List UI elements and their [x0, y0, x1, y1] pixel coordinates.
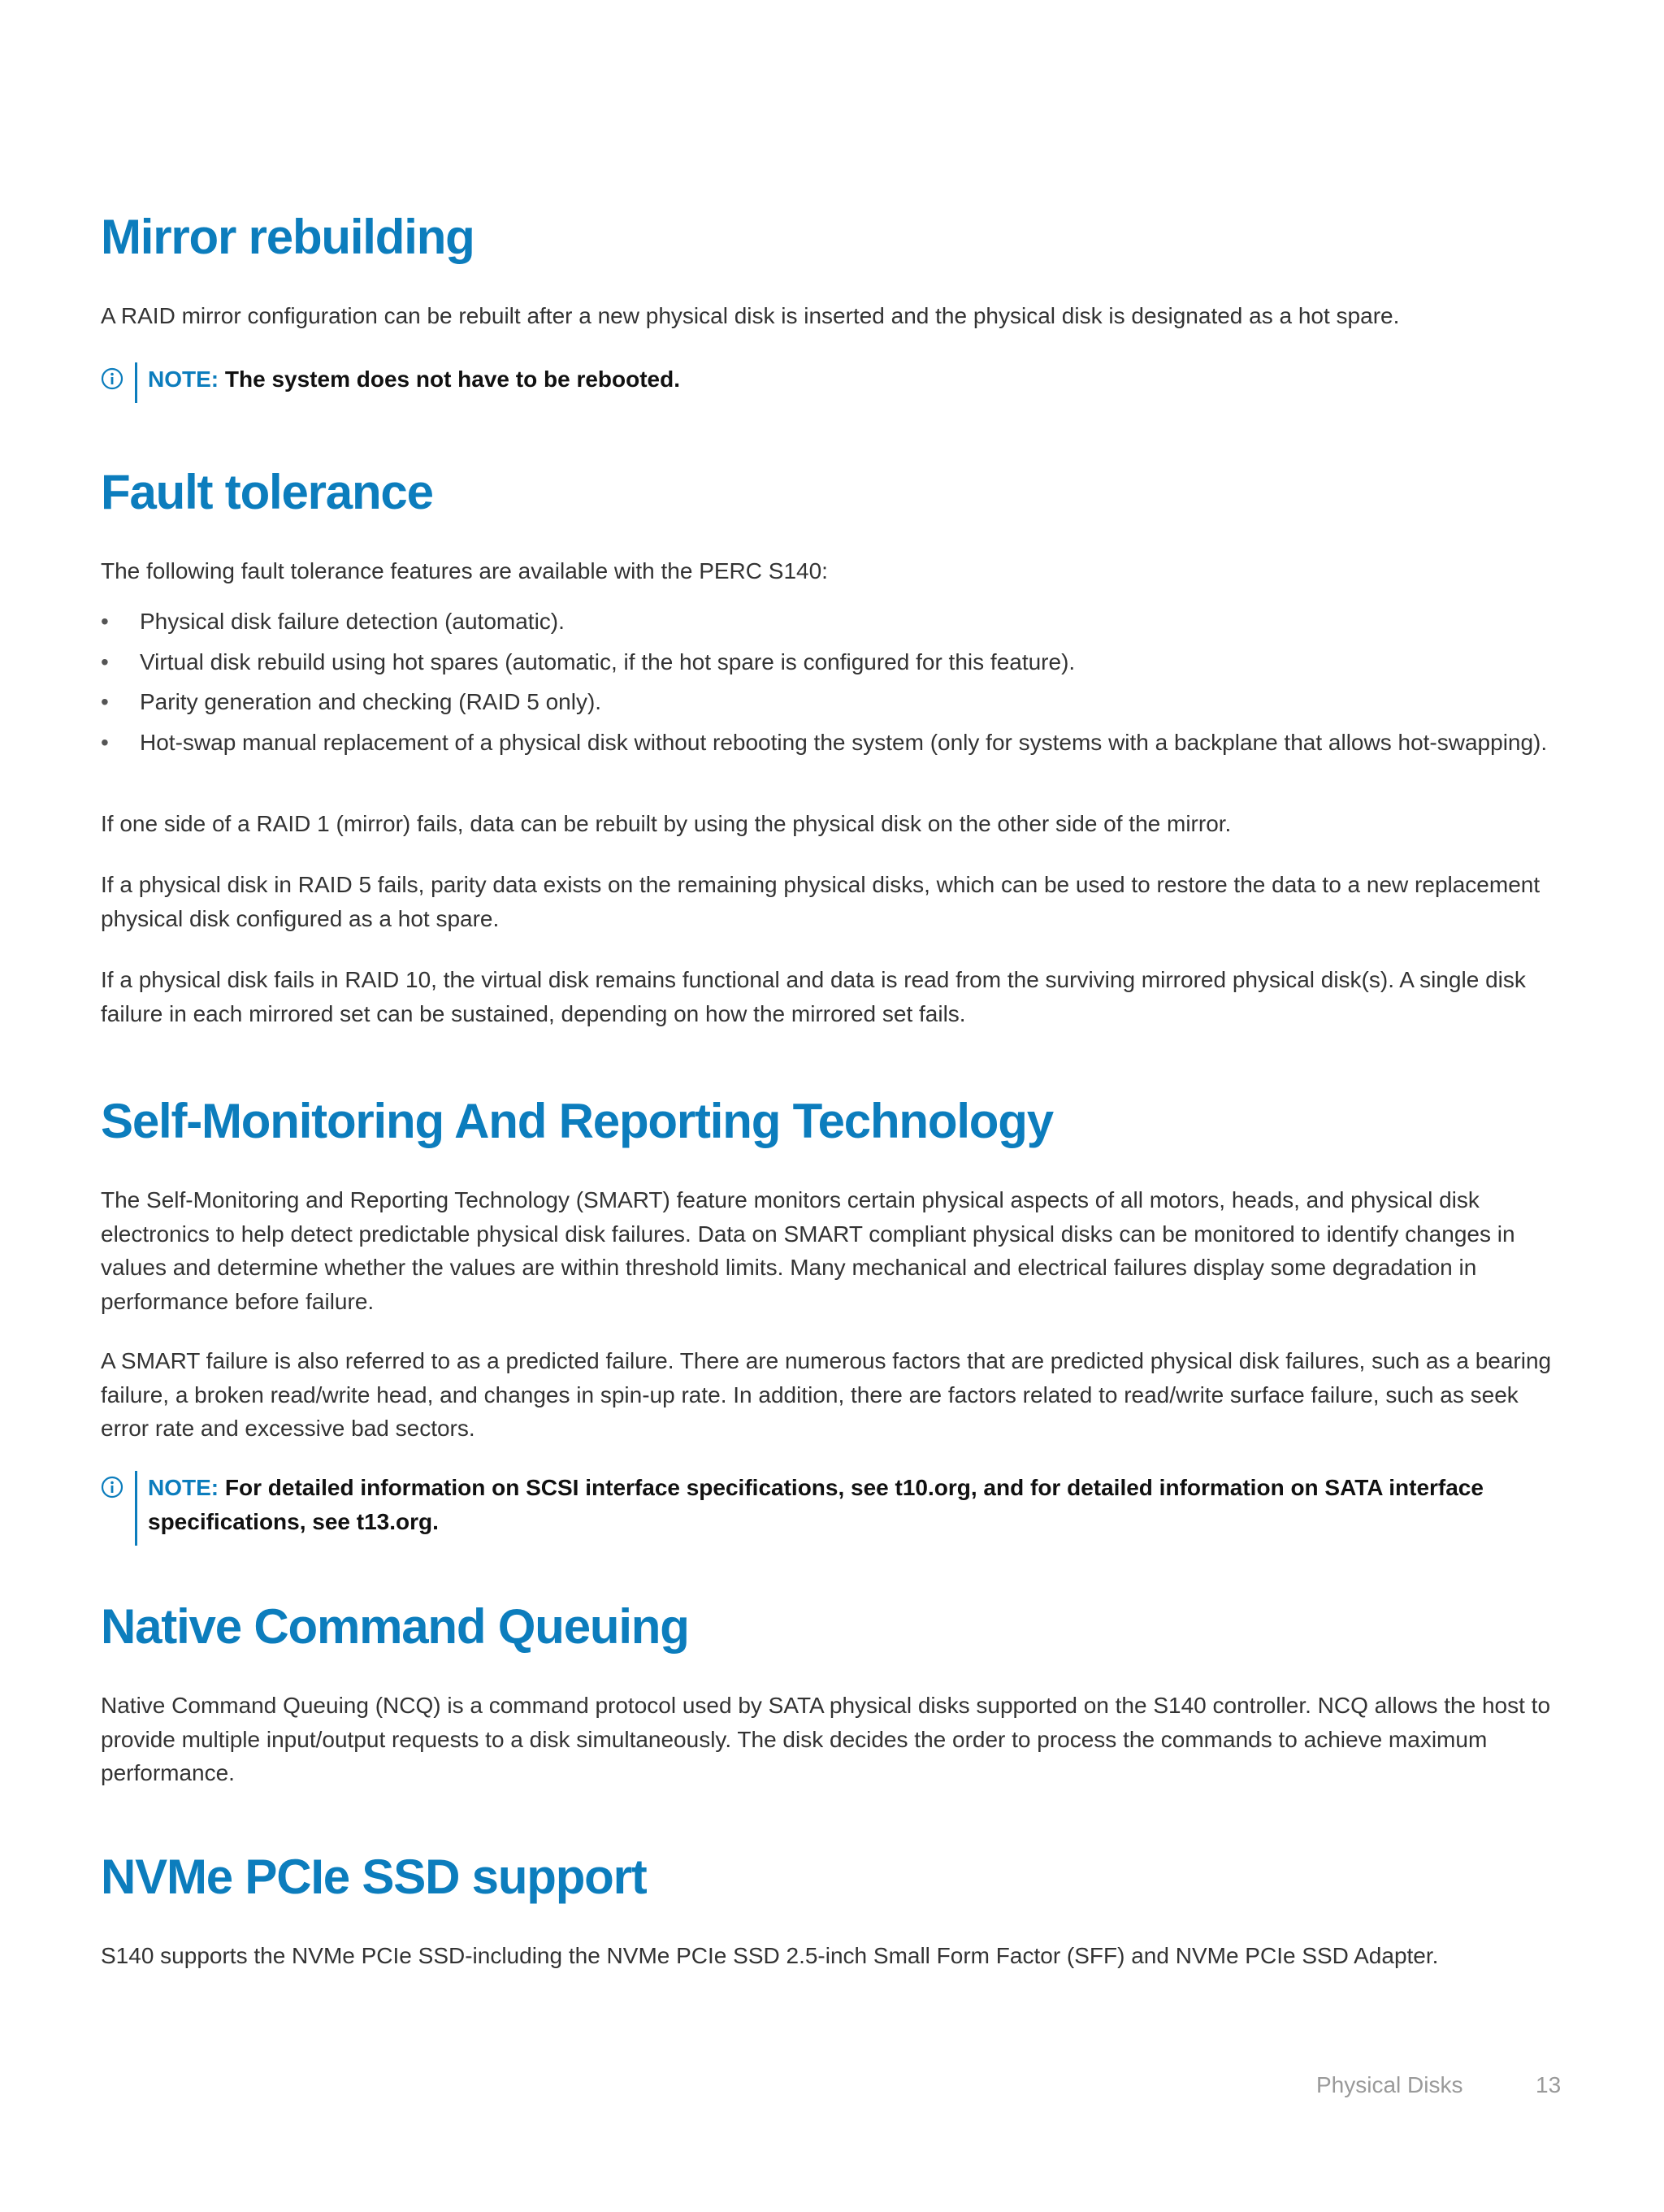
note-label: NOTE:: [148, 1475, 219, 1500]
note-bar: [135, 1471, 137, 1546]
paragraph-fault-raid5: If a physical disk in RAID 5 fails, parity data exists on the remaining physical disks, which can be used to restore the data to a new replacement physical disk configured as a hot spare.: [101, 872, 1540, 931]
paragraph-fault-raid1: If one side of a RAID 1 (mirror) fails, data can be rebuilt by using the physical disk on the other side of the mirror.: [101, 811, 1232, 836]
note-reboot: [101, 362, 1555, 405]
note-content: For detailed information on SCSI interface specifications, see t10.org, and for detailed information on SATA interface specifications, see t13.org.: [148, 1475, 1484, 1534]
heading-ncq: Native Command Queuing: [101, 1599, 689, 1654]
footer-page-number: 13: [1536, 2072, 1562, 2097]
note-label: NOTE:: [148, 366, 219, 392]
paragraph-smart-1: The Self-Monitoring and Reporting Technology (SMART) feature monitors certain physical aspects of all motors, heads, and physical disk electronics to help detect predictable physical disk failures. Data on SMART compliant physical disks can be monitored to identify changes in values and determine whether the values are within threshold limits. Many mechanical and electrical failures display some degradation in performance before failure.: [101, 1187, 1515, 1314]
info-circle-icon: [101, 367, 124, 390]
note-text: [148, 362, 1545, 397]
list-item: • Physical disk failure detection (automatic).: [101, 609, 565, 634]
list-item: • Parity generation and checking (RAID 5 only).: [101, 689, 602, 714]
paragraph-fault-raid10: If a physical disk fails in RAID 10, the virtual disk remains functional and data is read from the surviving mirrored physical disk(s). A single disk failure in each mirrored set can be sustained, depending on how the mirrored set fails.: [101, 967, 1526, 1026]
note-text: [148, 1471, 1545, 1538]
paragraph-nvme: S140 supports the NVMe PCIe SSD-including the NVMe PCIe SSD 2.5-inch Small Form Factor (SFF) and NVMe PCIe SSD Adapter.: [101, 1943, 1439, 1968]
info-circle-icon: [101, 1476, 124, 1499]
paragraph-ncq: Native Command Queuing (NCQ) is a command protocol used by SATA physical disks supported on the S140 controller. NCQ allows the host to provide multiple input/output requests to a disk simultaneously. The disk decides the order to process the commands to achieve maximum performance.: [101, 1693, 1551, 1785]
paragraph-mirror-body: A RAID mirror configuration can be rebuilt after a new physical disk is inserted and the physical disk is designated as a hot spare.: [101, 303, 1400, 328]
note-specifications: [101, 1471, 1555, 1546]
heading-nvme: NVMe PCIe SSD support: [101, 1850, 647, 1904]
paragraph-fault-intro: The following fault tolerance features are available with the PERC S140:: [101, 558, 828, 583]
heading-mirror-rebuilding: Mirror rebuilding: [101, 210, 474, 264]
note-content: The system does not have to be rebooted.: [224, 366, 680, 392]
paragraph-smart-2: A SMART failure is also referred to as a predicted failure. There are numerous factors that are predicted physical disk failures, such as a bearing failure, a broken read/write head, and changes in spin-up rate. In addition, there are factors related to read/write surface failure, such as seek error rate and excessive bad sectors.: [101, 1348, 1552, 1441]
heading-fault-tolerance: Fault tolerance: [101, 465, 433, 519]
fault-feature-list: [101, 605, 1555, 766]
heading-smart: Self-Monitoring And Reporting Technology: [101, 1094, 1053, 1148]
footer-section-name: Physical Disks: [1316, 2072, 1463, 2097]
list-item: • Hot-swap manual replacement of a physical disk without rebooting the system (only for systems with a backplane that allows hot-swapping).: [101, 729, 1548, 755]
note-bar: [135, 362, 137, 403]
list-item: • Virtual disk rebuild using hot spares (automatic, if the hot spare is configured for this feature).: [101, 648, 1076, 674]
